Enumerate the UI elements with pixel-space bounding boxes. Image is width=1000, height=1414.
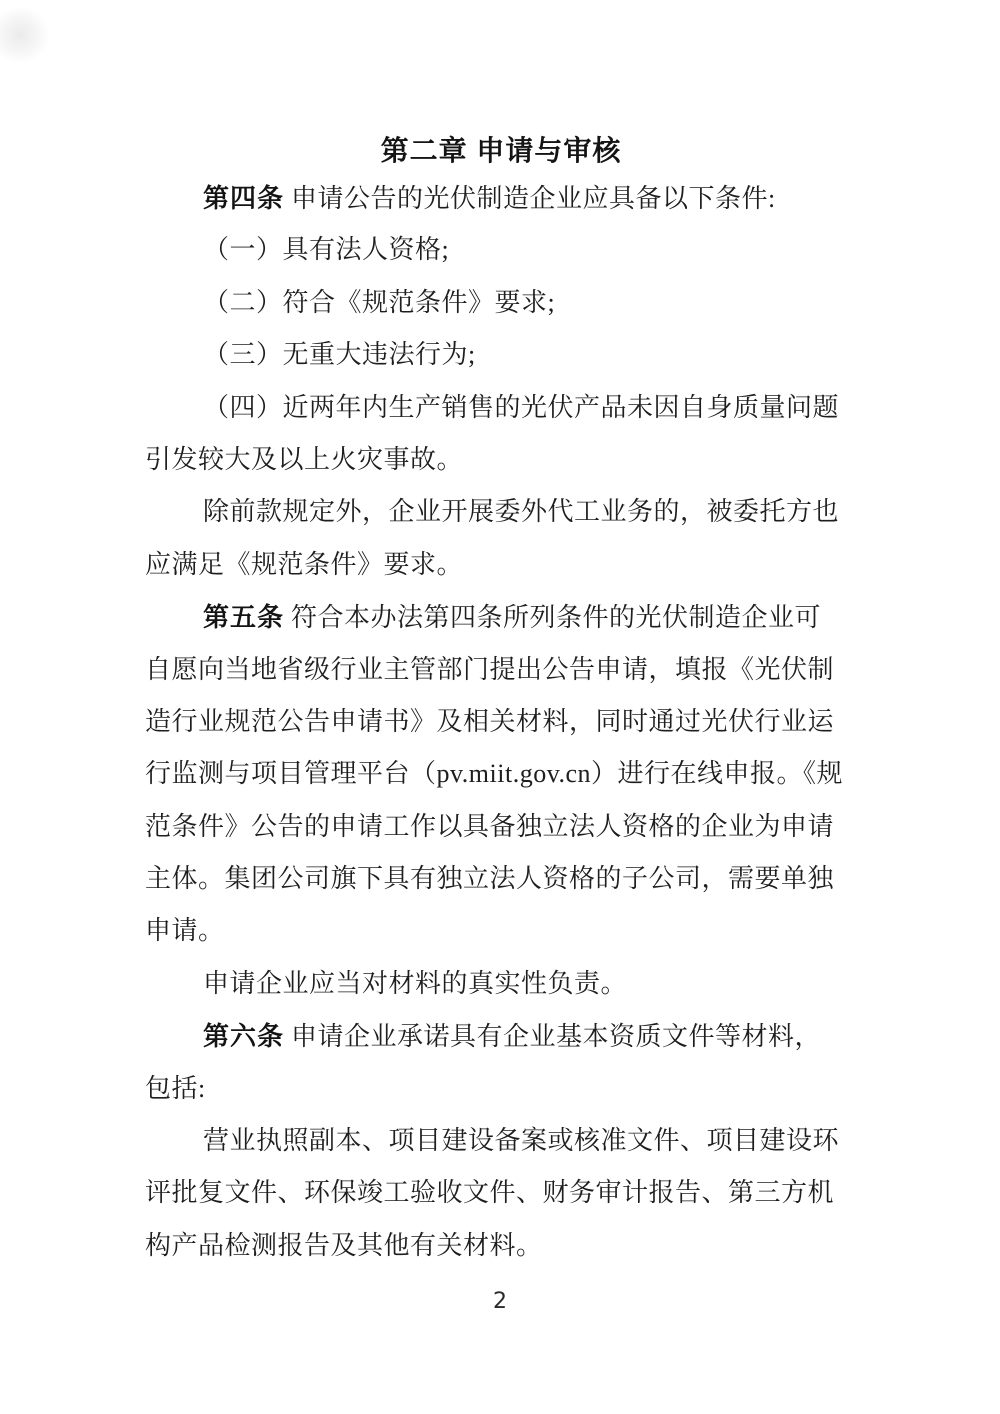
- line-text: 范条件》公告的申请工作以具备独立法人资格的企业为申请: [145, 811, 835, 841]
- line-text: 评批复文件、环保竣工验收文件、财务审计报告、第三方机: [145, 1178, 835, 1208]
- line-text: 主体。集团公司旗下具有独立法人资格的子公司，需要单独: [145, 864, 835, 894]
- text-line: [145, 905, 859, 957]
- line-text: 申请企业承诺具有企业基本资质文件等材料，: [284, 1022, 822, 1052]
- text-line: [145, 172, 859, 224]
- text-line: [145, 434, 859, 486]
- text-line: [145, 1115, 859, 1167]
- text-lines: [145, 172, 859, 1272]
- text-line: [145, 1167, 859, 1219]
- text-line: [145, 958, 859, 1010]
- article-number: 第六条: [203, 1021, 285, 1052]
- line-text: 行监测与项目管理平台（pv.miit.gov.cn）进行在线申报。《规: [145, 759, 844, 789]
- line-text: 申请公告的光伏制造企业应具备以下条件:: [284, 184, 776, 213]
- line-text: 包括:: [145, 1073, 206, 1103]
- text-line: [145, 748, 859, 800]
- line-text: （一）具有法人资格;: [203, 235, 450, 265]
- page-number: 2: [493, 1289, 507, 1314]
- text-line: [145, 539, 859, 591]
- line-text: 自愿向当地省级行业主管部门提出公告申请，填报《光伏制: [145, 654, 835, 684]
- text-line: [145, 486, 859, 538]
- text-line: [145, 382, 859, 434]
- chapter-title: 第二章 申请与审核: [380, 135, 622, 166]
- line-text: 除前款规定外，企业开展委外代工业务的，被委托方也: [203, 497, 840, 527]
- text-line: [145, 1063, 859, 1115]
- line-text: 构产品检测报告及其他有关材料。: [145, 1230, 543, 1260]
- text-line: [145, 224, 859, 276]
- line-text: （四）近两年内生产销售的光伏产品未因自身质量问题: [203, 392, 840, 422]
- line-text: （二）符合《规范条件》要求;: [203, 287, 556, 317]
- line-text: 符合本办法第四条所列条件的光伏制造企业可: [284, 603, 822, 633]
- text-line: [145, 1010, 859, 1062]
- line-text: 引发较大及以上火灾事故。: [145, 444, 464, 474]
- line-text: 造行业规范公告申请书》及相关材料，同时通过光伏行业运: [145, 706, 835, 736]
- text-line: [145, 1220, 859, 1272]
- text-line: [145, 329, 859, 381]
- text-line: [145, 801, 859, 853]
- text-line: [145, 696, 859, 748]
- text-line: [145, 277, 859, 329]
- line-text: 申请。: [145, 916, 225, 946]
- line-text: 申请企业应当对材料的真实性负责。: [203, 968, 628, 998]
- text-line: [145, 591, 859, 643]
- article-number: 第五条: [203, 602, 285, 633]
- line-text: 应满足《规范条件》要求。: [145, 549, 464, 579]
- line-text: 营业执照副本、项目建设备案或核准文件、项目建设环: [203, 1126, 840, 1156]
- article-number: 第四条: [203, 183, 285, 213]
- scan-artifact: [0, 6, 50, 64]
- text-line: [145, 853, 859, 905]
- line-text: （三）无重大违法行为;: [203, 340, 476, 370]
- text-line: [145, 644, 859, 696]
